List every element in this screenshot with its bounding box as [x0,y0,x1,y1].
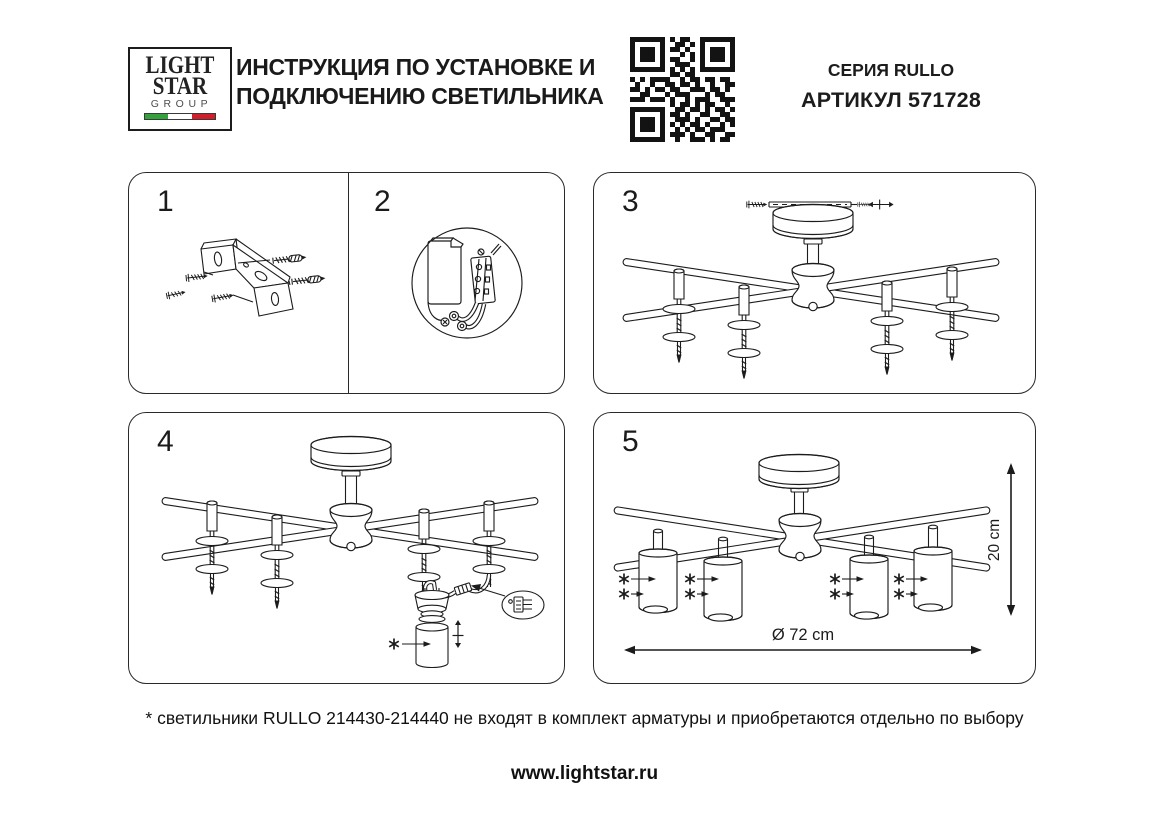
wire-connector [454,583,472,596]
title-line-2: ПОДКЛЮЧЕНИЮ СВЕТИЛЬНИКА [236,83,604,109]
series-label: СЕРИЯ RULLO [827,60,955,80]
chandelier-frame-diagram [623,200,1000,379]
asterisk-icon [685,574,695,585]
lamp-shade [639,549,677,613]
anchor-top-right [273,254,307,264]
step-number-5: 5 [622,425,639,458]
step5-art [594,413,1037,685]
step-number-3: 3 [622,185,639,218]
footnote: * светильники RULLO 214430-214440 не входят в комплект арматуры и приобретаются отдельно по выбору [145,708,1024,728]
asterisk-icon [830,589,840,600]
logo-text-group: GROUP [150,98,213,110]
page-title [236,53,604,111]
assembled-chandelier-diagram [614,455,1015,655]
lamp-shade [850,555,888,619]
qr-code [630,37,735,142]
wiring-junction-diagram [412,228,522,338]
central-hub [779,514,821,561]
website-link: www.lightstar.ru [510,763,659,784]
wires [441,303,484,331]
asterisk-icon [830,574,840,585]
screw-bottom-left [212,291,235,303]
bar-screw-left [747,201,767,209]
lamp-holder [871,281,903,367]
lamp-socket [415,588,449,622]
shade-pin [929,525,938,549]
lamp-shade [704,557,742,621]
article-label: АРТИКУЛ 571728 [801,88,981,112]
junction-box [428,238,463,320]
move-arrow-icon [453,620,464,648]
height-label: 20 cm [986,518,1003,562]
step-number-4: 4 [157,425,174,458]
ceiling-canopy [759,455,839,489]
asterisk-icon [389,639,399,650]
terminal-block [471,244,501,304]
product-info [790,60,992,113]
title-line-1: ИНСТРУКЦИЯ ПО УСТАНОВКЕ И [236,54,596,80]
panel-step-5 [593,412,1036,684]
step4-art [129,413,566,685]
logo-text-light: LIGHT [145,52,215,79]
central-hub [792,264,834,311]
asterisk-icon [894,589,904,600]
slide-arrow-icon [868,200,893,210]
logo-text-star: STAR [152,73,208,100]
panel-step-1-2 [128,172,565,394]
step-number-1: 1 [157,185,174,218]
lamp-holder [473,501,505,587]
bracket [201,239,293,316]
asterisk-icon [685,589,695,600]
chandelier-assembly-diagram [162,437,544,668]
anchor-right [292,275,326,285]
panel-step-3 [593,172,1036,394]
step1-step2-art [129,173,566,395]
ceiling-canopy [773,205,853,239]
lightstar-logo [128,47,232,131]
mounting-bracket-diagram [166,239,326,316]
screw-icon [166,288,186,299]
lamp-holder [261,515,293,601]
italy-flag-icon [144,113,216,120]
step-number-2: 2 [374,185,391,218]
lamp-holder [936,267,968,353]
step3-art [594,173,1037,395]
lamp-holder [663,269,695,355]
diameter-dimension [624,626,982,654]
lamp-shade [416,623,448,668]
asterisk-icon [894,574,904,585]
wiring-detail-callout [471,584,544,619]
asterisk-icon [619,589,629,600]
panel-step-4 [128,412,565,684]
ceiling-canopy [311,437,391,471]
central-hub [330,504,372,551]
height-dimension [986,463,1015,616]
asterisk-icon [619,574,629,585]
diameter-label: Ø 72 cm [771,626,835,644]
